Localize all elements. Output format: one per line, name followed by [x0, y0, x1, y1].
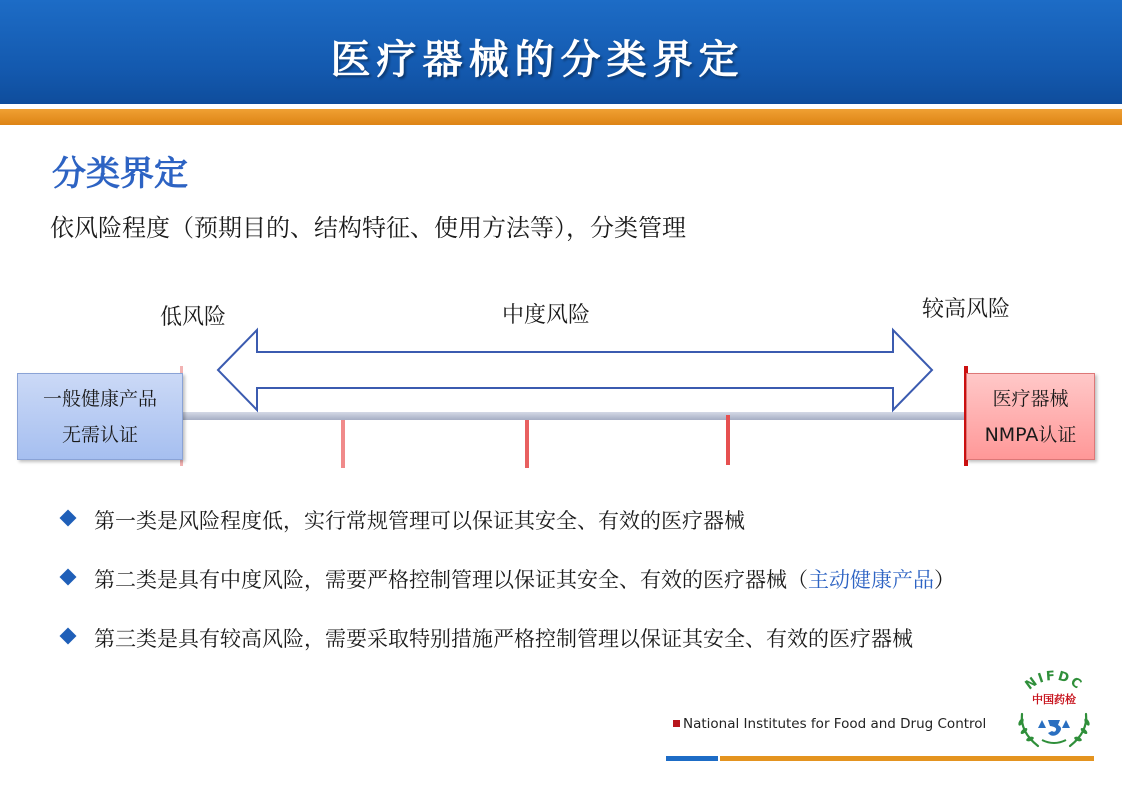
- no-certification-label: 无需认证: [61, 423, 138, 446]
- list-item-text: 第二类是具有中度风险，需要严格控制管理以保证其安全、有效的医疗器械（: [94, 568, 808, 592]
- list-item-text: 第三类是具有较高风险，需要采取特别措施严格控制管理以保证其安全、有效的医疗器械: [94, 627, 913, 651]
- section-heading: 分类界定: [52, 154, 188, 194]
- slide-title: 医疗器械的分类界定: [330, 36, 745, 83]
- list-item-text: 第一类是风险程度低，实行常规管理可以保证其安全、有效的医疗器械: [94, 509, 745, 533]
- footer-institution: [673, 716, 986, 732]
- list-item-suffix: ）: [934, 568, 955, 592]
- risk-tick-3: [726, 415, 730, 465]
- nmpa-certification-label: NMPA认证: [984, 423, 1077, 446]
- svg-text:NIFDC: [1023, 670, 1086, 693]
- footer-line-blue: [666, 756, 718, 761]
- general-health-product-label: 一般健康产品: [42, 387, 157, 410]
- list-item: [58, 505, 1118, 564]
- logo-cn-text: 中国药检: [1032, 693, 1076, 706]
- active-health-product-highlight: 主动健康产品: [808, 568, 934, 592]
- diamond-bullet-icon: [60, 569, 77, 586]
- list-item: [58, 623, 1118, 682]
- footer-line-orange: [720, 756, 1094, 761]
- risk-label-mid: 中度风险: [502, 303, 591, 328]
- list-item: [58, 564, 1118, 623]
- double-arrow: [218, 330, 932, 410]
- nifdc-logo: [1008, 670, 1100, 756]
- medical-device-label: 医疗器械: [992, 387, 1069, 410]
- risk-tick-1: [341, 420, 345, 468]
- risk-axis-line: [180, 412, 970, 420]
- risk-label-high: 较高风险: [922, 297, 1011, 322]
- red-square-icon: [673, 720, 680, 727]
- footer-institution-label: National Institutes for Food and Drug Control: [683, 716, 987, 732]
- diamond-bullet-icon: [60, 628, 77, 645]
- logo-ring-text: NIFDC: [1022, 670, 1086, 694]
- risk-tick-2: [525, 420, 529, 468]
- diamond-bullet-icon: [60, 510, 77, 527]
- section-subtitle: 依风险程度（预期目的、结构特征、使用方法等），分类管理: [50, 214, 686, 242]
- risk-label-low: 低风险: [160, 305, 227, 330]
- classification-list: [58, 505, 1118, 682]
- nifdc-emblem-icon: [1008, 670, 1100, 756]
- general-health-product-box: [17, 373, 183, 460]
- medical-device-box: [966, 373, 1095, 460]
